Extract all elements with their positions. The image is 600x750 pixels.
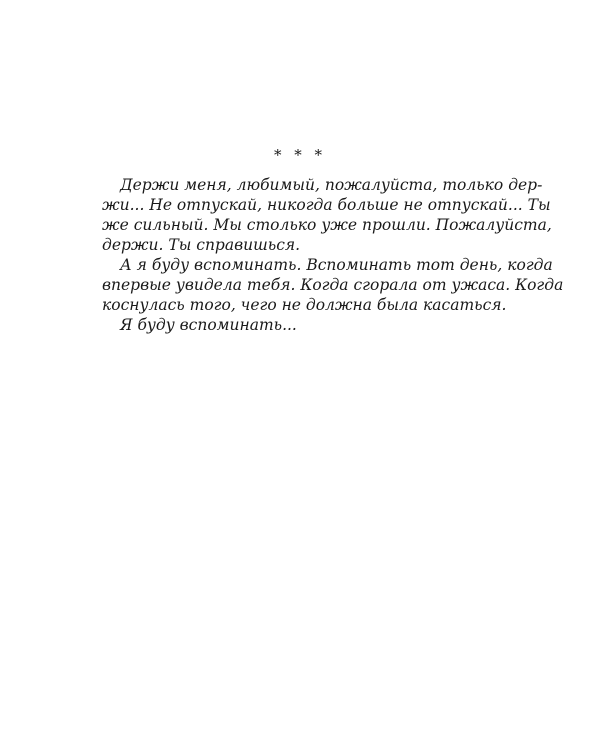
text-line: держи. Ты справишься. bbox=[102, 236, 301, 254]
text-line: коснулась того, чего не должна была касаться. bbox=[102, 296, 507, 314]
text-line: Я буду вспоминать... bbox=[120, 316, 297, 334]
text-line: впервые увидела тебя. Когда сгорала от ужаса. Когда bbox=[102, 276, 564, 294]
paragraph bbox=[102, 255, 564, 315]
text-line: же сильный. Мы столько уже прошли. Пожалуйста, bbox=[102, 216, 552, 234]
text-line: Держи меня, любимый, пожалуйста, только дер- bbox=[120, 176, 543, 194]
text-line: А я буду вспоминать. Вспоминать тот день, когда bbox=[120, 256, 553, 274]
section-separator: * * * bbox=[273, 146, 327, 164]
paragraph bbox=[102, 315, 498, 335]
paragraph bbox=[102, 175, 552, 255]
text-line: жи... Не отпускай, никогда больше не отпускай... Ты bbox=[102, 196, 551, 214]
text-block bbox=[102, 175, 564, 335]
